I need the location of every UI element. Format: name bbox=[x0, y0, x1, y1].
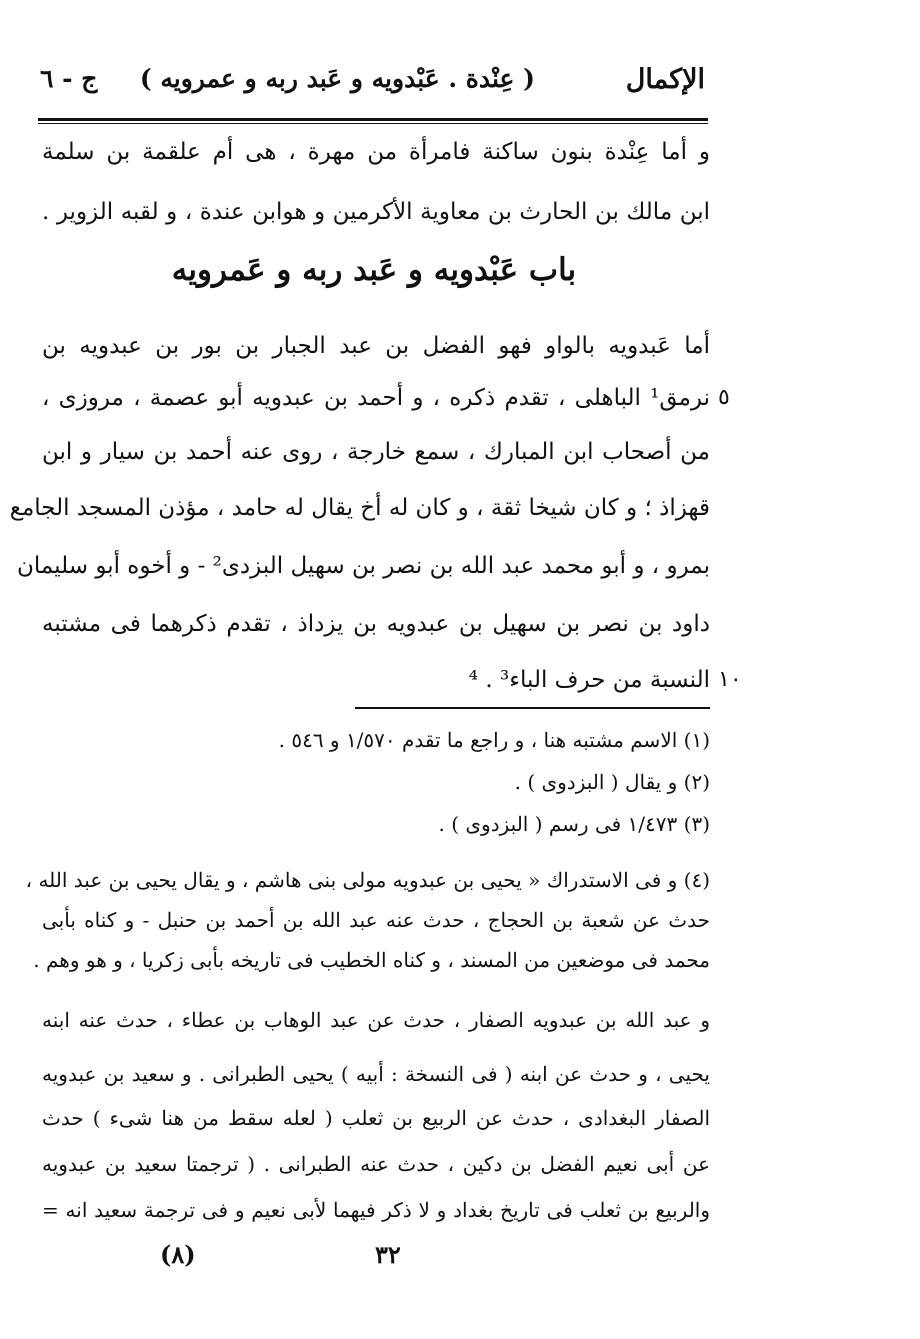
footnote: (٢) و يقال ( البزدوى ) . bbox=[514, 770, 710, 794]
line-number: ٥ bbox=[718, 385, 730, 410]
body-line: النسبة من حرف الباء³ . ⁴ bbox=[468, 667, 710, 693]
footnote-line: محمد فى موضعين من المسند ، و كناه الخطيب فى تاريخه بأبى زكريا ، و هو وهم . bbox=[33, 948, 710, 972]
body-line: داود بن نصر بن سهيل بن عبدويه بن يزداذ ، تقدم ذكرهما فى مشتبه bbox=[42, 611, 710, 637]
footnote: (٣) ١/٤٧٣ فى رسم ( البزدوى ) . bbox=[438, 812, 710, 836]
section-title: باب عَبْدويه و عَبد ربه و عَمرويه bbox=[171, 252, 577, 288]
volume-number: ج - ٦ bbox=[40, 64, 98, 93]
running-head-topic: ( عِنْدة . عَبْدويه و عَبد ربه و عمرويه ) bbox=[139, 64, 535, 93]
intro-line: ابن مالك بن الحارث بن معاوية الأكرمين و هوابن عندة ، و لقبه الزوير . bbox=[42, 199, 710, 225]
footnote-line: حدث عن شعبة بن الحجاج ، حدث عنه عبد الله بن أحمد بن حنبل - و كناه بأبى bbox=[42, 908, 710, 932]
body-line: قهزاذ ؛ و كان شيخا ثقة ، و كان له أخ يقال له حامد ، مؤذن المسجد الجامع bbox=[9, 495, 710, 521]
footnote: (١) الاسم مشتبه هنا ، و راجع ما تقدم ١/٥٧٠ و ٥٤٦ . bbox=[278, 728, 710, 752]
header-rule-thick bbox=[38, 118, 708, 121]
running-head bbox=[40, 58, 705, 102]
line-number: ١٠ bbox=[718, 667, 742, 692]
signature-mark: (٨) bbox=[160, 1240, 196, 1269]
page-number: ٣٢ bbox=[375, 1240, 401, 1269]
body-line: من أصحاب ابن المبارك ، سمع خارجة ، روى عنه أحمد بن سيار و ابن bbox=[42, 439, 710, 465]
body-line: بمرو ، و أبو محمد عبد الله بن نصر بن سهيل البزدى² - و أخوه أبو سليمان bbox=[16, 553, 710, 579]
book-title: الإكمال bbox=[625, 64, 705, 95]
page-footer bbox=[40, 1240, 708, 1280]
footnote-line: والربيع بن ثعلب فى تاريخ بغداد و لا ذكر فيهما لأبى نعيم و فى ترجمة سعيد انه = bbox=[42, 1198, 710, 1222]
intro-line: و أما عِنْدة بنون ساكنة فامرأة من مهرة ، هى أم علقمة بن سلمة bbox=[42, 139, 710, 165]
body-line: نرمق¹ الباهلى ، تقدم ذكره ، و أحمد بن عبدويه أبو عصمة ، مروزى ، bbox=[42, 385, 710, 411]
footnote-line: عن أبى نعيم الفضل بن دكين ، حدث عنه الطبرانى . ( ترجمتا سعيد بن عبدويه bbox=[42, 1152, 710, 1176]
header-rule-thin bbox=[38, 123, 708, 124]
footnote-line: (٤) و فى الاستدراك « يحيى بن عبدويه مولى بنى هاشم ، و يقال يحيى بن عبد الله ، bbox=[25, 868, 710, 892]
footnote-line: الصفار البغدادى ، حدث عن الربيع بن ثعلب ( لعله سقط من هنا شىء ) حدث bbox=[42, 1106, 710, 1130]
body-line: أما عَبدويه بالواو فهو الفضل بن عبد الجبار بن بور بن عبدويه بن bbox=[42, 333, 710, 359]
footnote-line: يحيى ، و حدث عن ابنه ( فى النسخة : أبيه ) يحيى الطبرانى . و سعيد بن عبدويه bbox=[42, 1062, 710, 1086]
footnote-line: و عبد الله بن عبدويه الصفار ، حدث عن عبد الوهاب بن عطاء ، حدث عنه ابنه bbox=[42, 1008, 710, 1032]
footnote-rule bbox=[355, 707, 710, 709]
